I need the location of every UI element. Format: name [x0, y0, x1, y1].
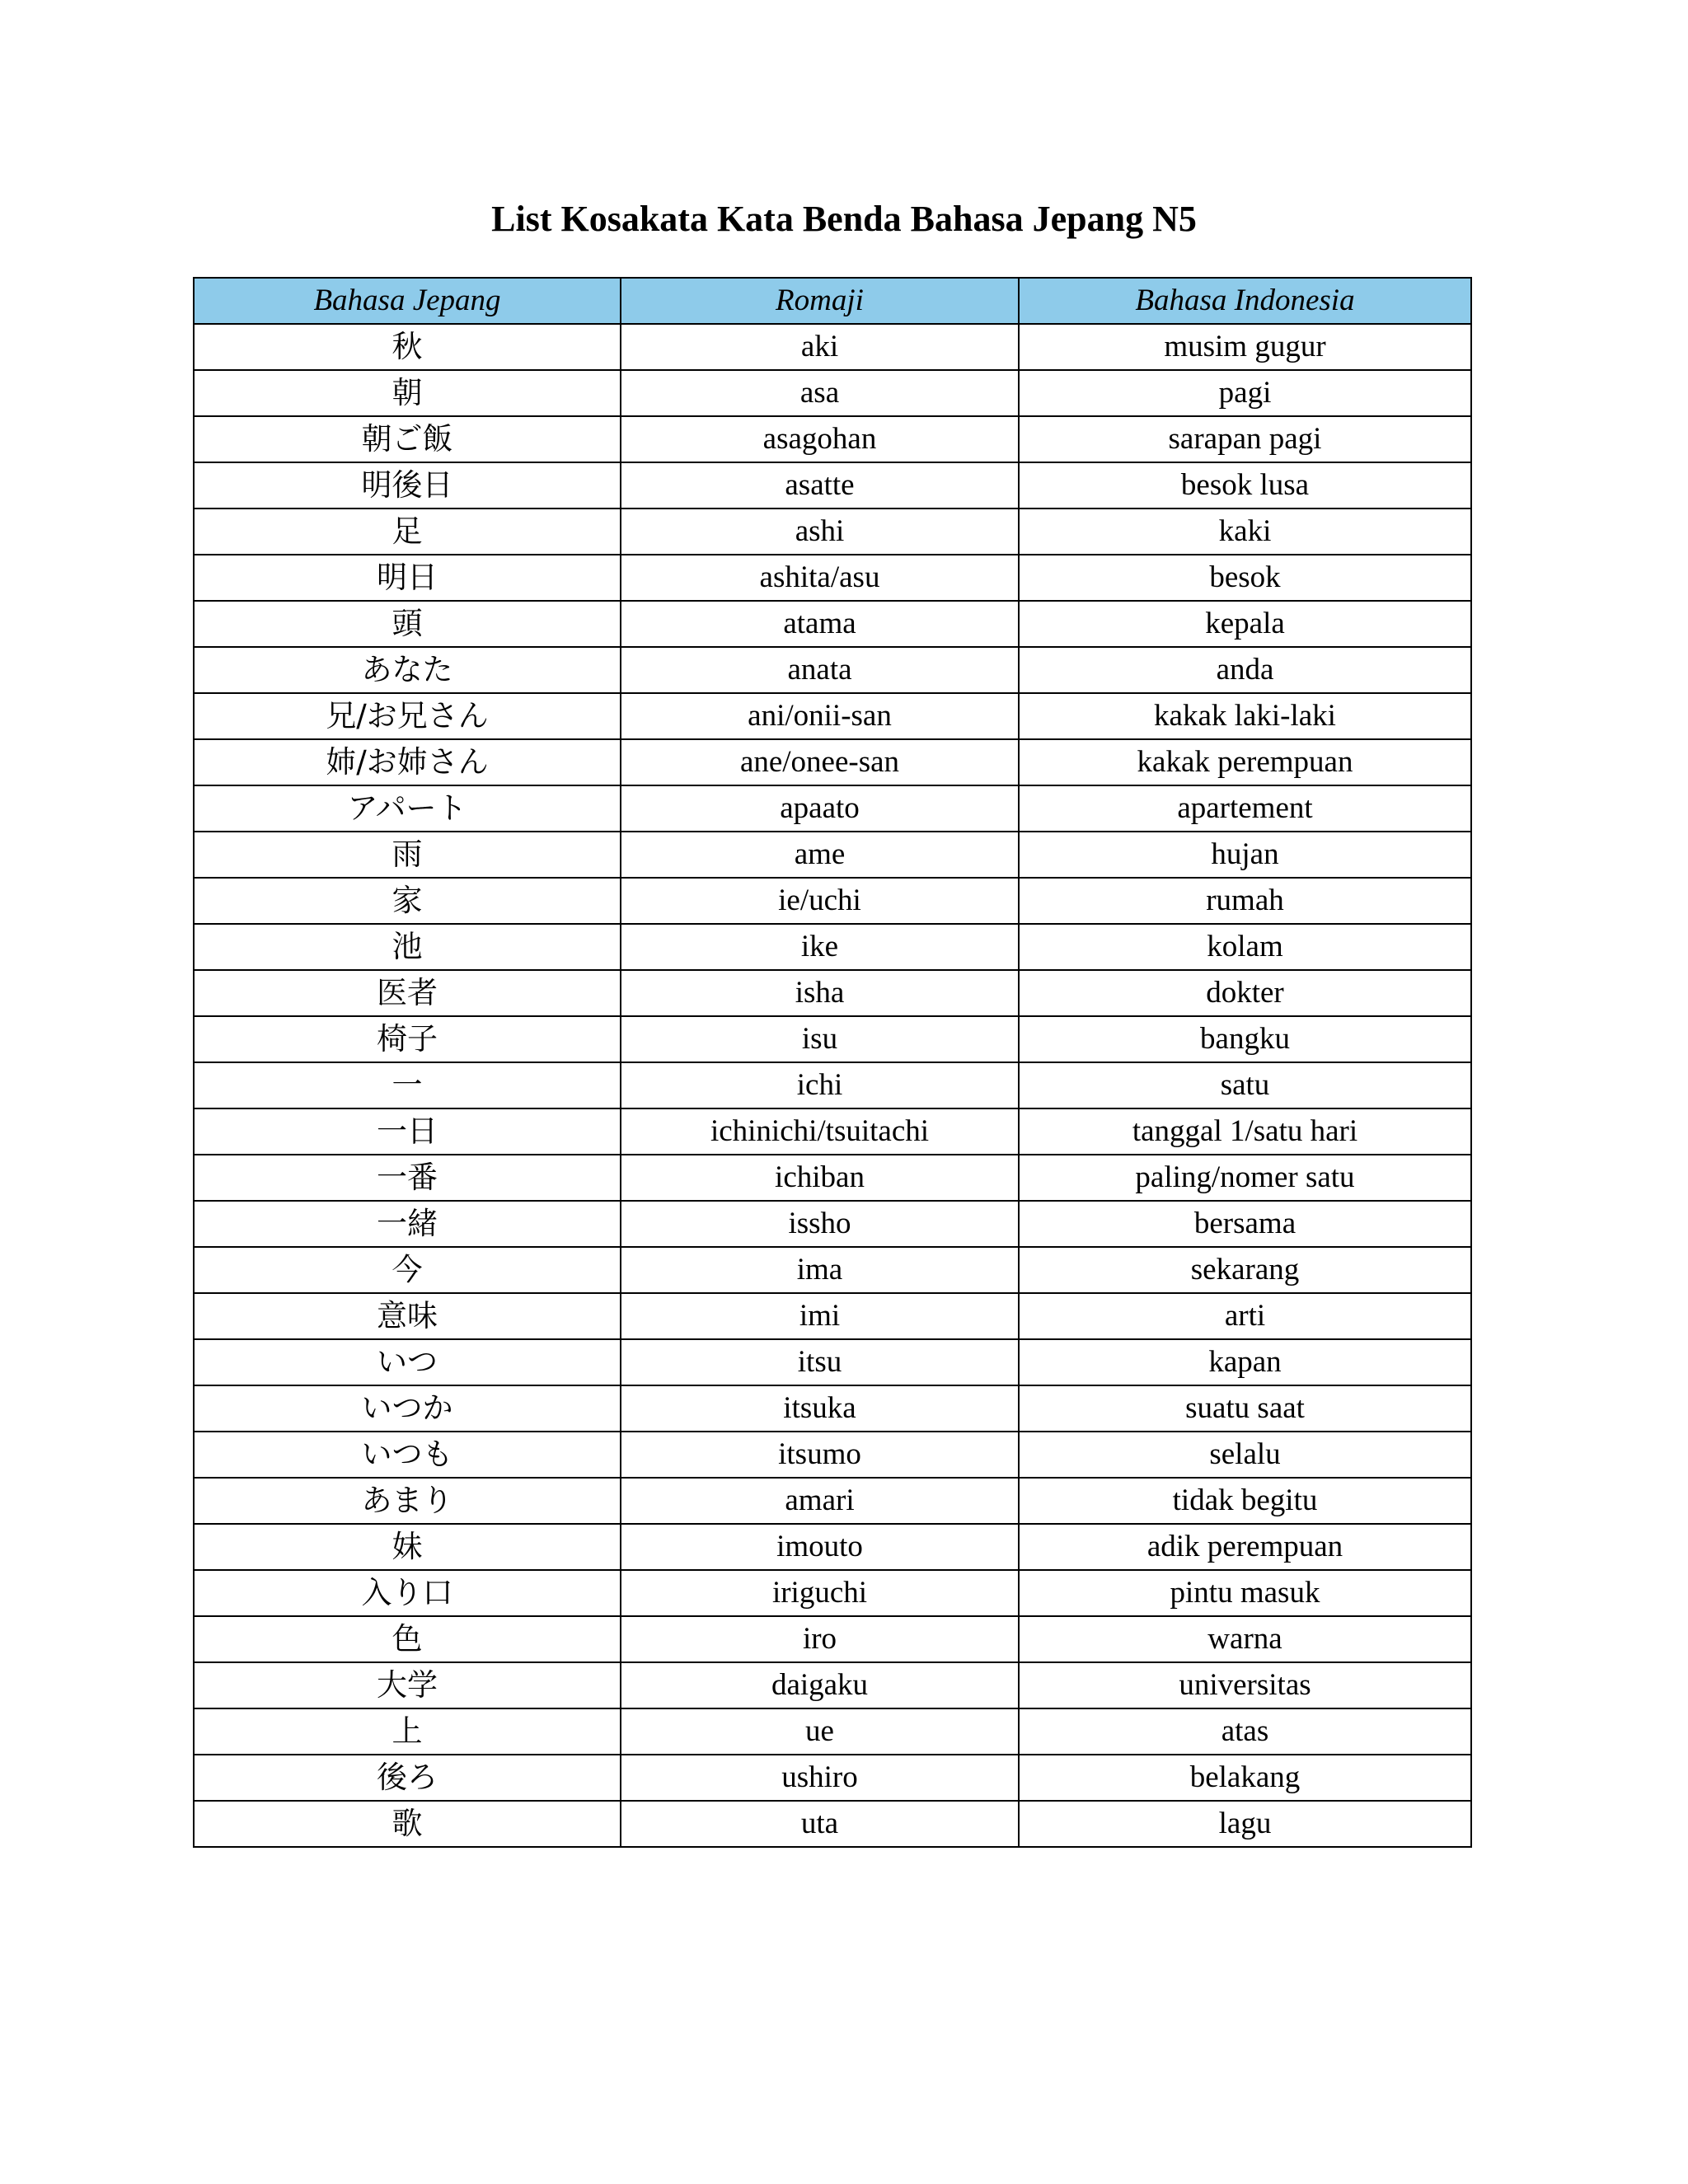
cell-indonesian: kepala [1019, 601, 1471, 647]
cell-indonesian: belakang [1019, 1755, 1471, 1801]
cell-indonesian: kapan [1019, 1339, 1471, 1385]
cell-romaji: atama [621, 601, 1019, 647]
cell-japanese: 雨 [194, 832, 621, 878]
table-row [194, 647, 1471, 693]
cell-indonesian: suatu saat [1019, 1385, 1471, 1432]
table-row [194, 1755, 1471, 1801]
table-row [194, 693, 1471, 739]
cell-indonesian: hujan [1019, 832, 1471, 878]
table-row [194, 1708, 1471, 1755]
cell-japanese: 医者 [194, 970, 621, 1016]
table-row [194, 1016, 1471, 1062]
cell-romaji: ima [621, 1247, 1019, 1293]
header-romaji: Romaji [621, 278, 1019, 324]
cell-indonesian: warna [1019, 1616, 1471, 1662]
cell-japanese: いつも [194, 1432, 621, 1478]
cell-romaji: aki [621, 324, 1019, 370]
cell-indonesian: satu [1019, 1062, 1471, 1108]
cell-indonesian: tidak begitu [1019, 1478, 1471, 1524]
cell-romaji: iro [621, 1616, 1019, 1662]
table-row [194, 1108, 1471, 1155]
table-row [194, 1478, 1471, 1524]
table-row [194, 370, 1471, 416]
cell-romaji: ichinichi/tsuitachi [621, 1108, 1019, 1155]
table-row [194, 1062, 1471, 1108]
table-row [194, 1293, 1471, 1339]
table-row [194, 785, 1471, 832]
cell-indonesian: bangku [1019, 1016, 1471, 1062]
table-row [194, 1524, 1471, 1570]
table-row [194, 1155, 1471, 1201]
cell-romaji: itsumo [621, 1432, 1019, 1478]
cell-indonesian: besok [1019, 555, 1471, 601]
cell-romaji: ichi [621, 1062, 1019, 1108]
cell-romaji: daigaku [621, 1662, 1019, 1708]
cell-japanese: 足 [194, 509, 621, 555]
cell-romaji: ashi [621, 509, 1019, 555]
table-row [194, 416, 1471, 462]
cell-romaji: amari [621, 1478, 1019, 1524]
cell-japanese: 大学 [194, 1662, 621, 1708]
cell-indonesian: arti [1019, 1293, 1471, 1339]
cell-japanese: 兄/お兄さん [194, 693, 621, 739]
cell-romaji: iriguchi [621, 1570, 1019, 1616]
cell-japanese: 色 [194, 1616, 621, 1662]
header-bahasa-indonesia: Bahasa Indonesia [1019, 278, 1471, 324]
table-header [194, 278, 1471, 324]
table-row [194, 1385, 1471, 1432]
cell-indonesian: pagi [1019, 370, 1471, 416]
cell-romaji: anata [621, 647, 1019, 693]
table-row [194, 832, 1471, 878]
cell-japanese: 家 [194, 878, 621, 924]
cell-japanese: 入り口 [194, 1570, 621, 1616]
table-row [194, 970, 1471, 1016]
vocabulary-table [193, 277, 1472, 1848]
cell-romaji: ashita/asu [621, 555, 1019, 601]
cell-japanese: アパート [194, 785, 621, 832]
cell-romaji: ue [621, 1708, 1019, 1755]
cell-japanese: いつ [194, 1339, 621, 1385]
cell-romaji: itsuka [621, 1385, 1019, 1432]
cell-indonesian: atas [1019, 1708, 1471, 1755]
cell-romaji: isu [621, 1016, 1019, 1062]
cell-indonesian: pintu masuk [1019, 1570, 1471, 1616]
cell-japanese: 一 [194, 1062, 621, 1108]
cell-japanese: 椅子 [194, 1016, 621, 1062]
table-row [194, 601, 1471, 647]
table-row [194, 1662, 1471, 1708]
cell-japanese: 一日 [194, 1108, 621, 1155]
table-row [194, 1339, 1471, 1385]
cell-indonesian: kakak perempuan [1019, 739, 1471, 785]
cell-japanese: 歌 [194, 1801, 621, 1847]
cell-japanese: いつか [194, 1385, 621, 1432]
cell-japanese: 秋 [194, 324, 621, 370]
cell-indonesian: paling/nomer satu [1019, 1155, 1471, 1201]
cell-japanese: 明後日 [194, 462, 621, 509]
cell-romaji: ushiro [621, 1755, 1019, 1801]
header-bahasa-jepang: Bahasa Jepang [194, 278, 621, 324]
cell-japanese: 明日 [194, 555, 621, 601]
cell-romaji: apaato [621, 785, 1019, 832]
cell-romaji: ane/onee-san [621, 739, 1019, 785]
cell-indonesian: bersama [1019, 1201, 1471, 1247]
cell-indonesian: lagu [1019, 1801, 1471, 1847]
cell-romaji: asa [621, 370, 1019, 416]
cell-romaji: ame [621, 832, 1019, 878]
cell-japanese: 朝 [194, 370, 621, 416]
table-body [194, 324, 1471, 1847]
table-row [194, 1616, 1471, 1662]
cell-japanese: 姉/お姉さん [194, 739, 621, 785]
cell-japanese: 一番 [194, 1155, 621, 1201]
cell-japanese: 後ろ [194, 1755, 621, 1801]
cell-japanese: 池 [194, 924, 621, 970]
cell-romaji: ie/uchi [621, 878, 1019, 924]
cell-indonesian: musim gugur [1019, 324, 1471, 370]
cell-romaji: isha [621, 970, 1019, 1016]
cell-romaji: asatte [621, 462, 1019, 509]
cell-japanese: 上 [194, 1708, 621, 1755]
table-row [194, 462, 1471, 509]
cell-japanese: 意味 [194, 1293, 621, 1339]
table-row [194, 555, 1471, 601]
cell-indonesian: universitas [1019, 1662, 1471, 1708]
table-row [194, 1570, 1471, 1616]
cell-japanese: あなた [194, 647, 621, 693]
table-row [194, 878, 1471, 924]
table-row [194, 739, 1471, 785]
cell-indonesian: anda [1019, 647, 1471, 693]
cell-indonesian: kolam [1019, 924, 1471, 970]
cell-romaji: imouto [621, 1524, 1019, 1570]
cell-romaji: ike [621, 924, 1019, 970]
cell-indonesian: sekarang [1019, 1247, 1471, 1293]
cell-japanese: 一緒 [194, 1201, 621, 1247]
cell-indonesian: tanggal 1/satu hari [1019, 1108, 1471, 1155]
cell-romaji: ani/onii-san [621, 693, 1019, 739]
cell-indonesian: kakak laki-laki [1019, 693, 1471, 739]
table-row [194, 1801, 1471, 1847]
cell-indonesian: dokter [1019, 970, 1471, 1016]
cell-indonesian: rumah [1019, 878, 1471, 924]
cell-indonesian: apartement [1019, 785, 1471, 832]
table-row [194, 324, 1471, 370]
table-row [194, 1247, 1471, 1293]
table-row [194, 509, 1471, 555]
cell-romaji: issho [621, 1201, 1019, 1247]
table-row [194, 1201, 1471, 1247]
cell-indonesian: sarapan pagi [1019, 416, 1471, 462]
cell-romaji: ichiban [621, 1155, 1019, 1201]
table-row [194, 924, 1471, 970]
header-row [194, 278, 1471, 324]
table-row [194, 1432, 1471, 1478]
cell-japanese: 朝ご飯 [194, 416, 621, 462]
cell-romaji: imi [621, 1293, 1019, 1339]
cell-japanese: 妹 [194, 1524, 621, 1570]
cell-japanese: 今 [194, 1247, 621, 1293]
cell-japanese: 頭 [194, 601, 621, 647]
cell-romaji: uta [621, 1801, 1019, 1847]
page-title: List Kosakata Kata Benda Bahasa Jepang N5 [491, 199, 1197, 239]
cell-romaji: itsu [621, 1339, 1019, 1385]
cell-japanese: あまり [194, 1478, 621, 1524]
cell-romaji: asagohan [621, 416, 1019, 462]
cell-indonesian: selalu [1019, 1432, 1471, 1478]
cell-indonesian: adik perempuan [1019, 1524, 1471, 1570]
cell-indonesian: besok lusa [1019, 462, 1471, 509]
cell-indonesian: kaki [1019, 509, 1471, 555]
